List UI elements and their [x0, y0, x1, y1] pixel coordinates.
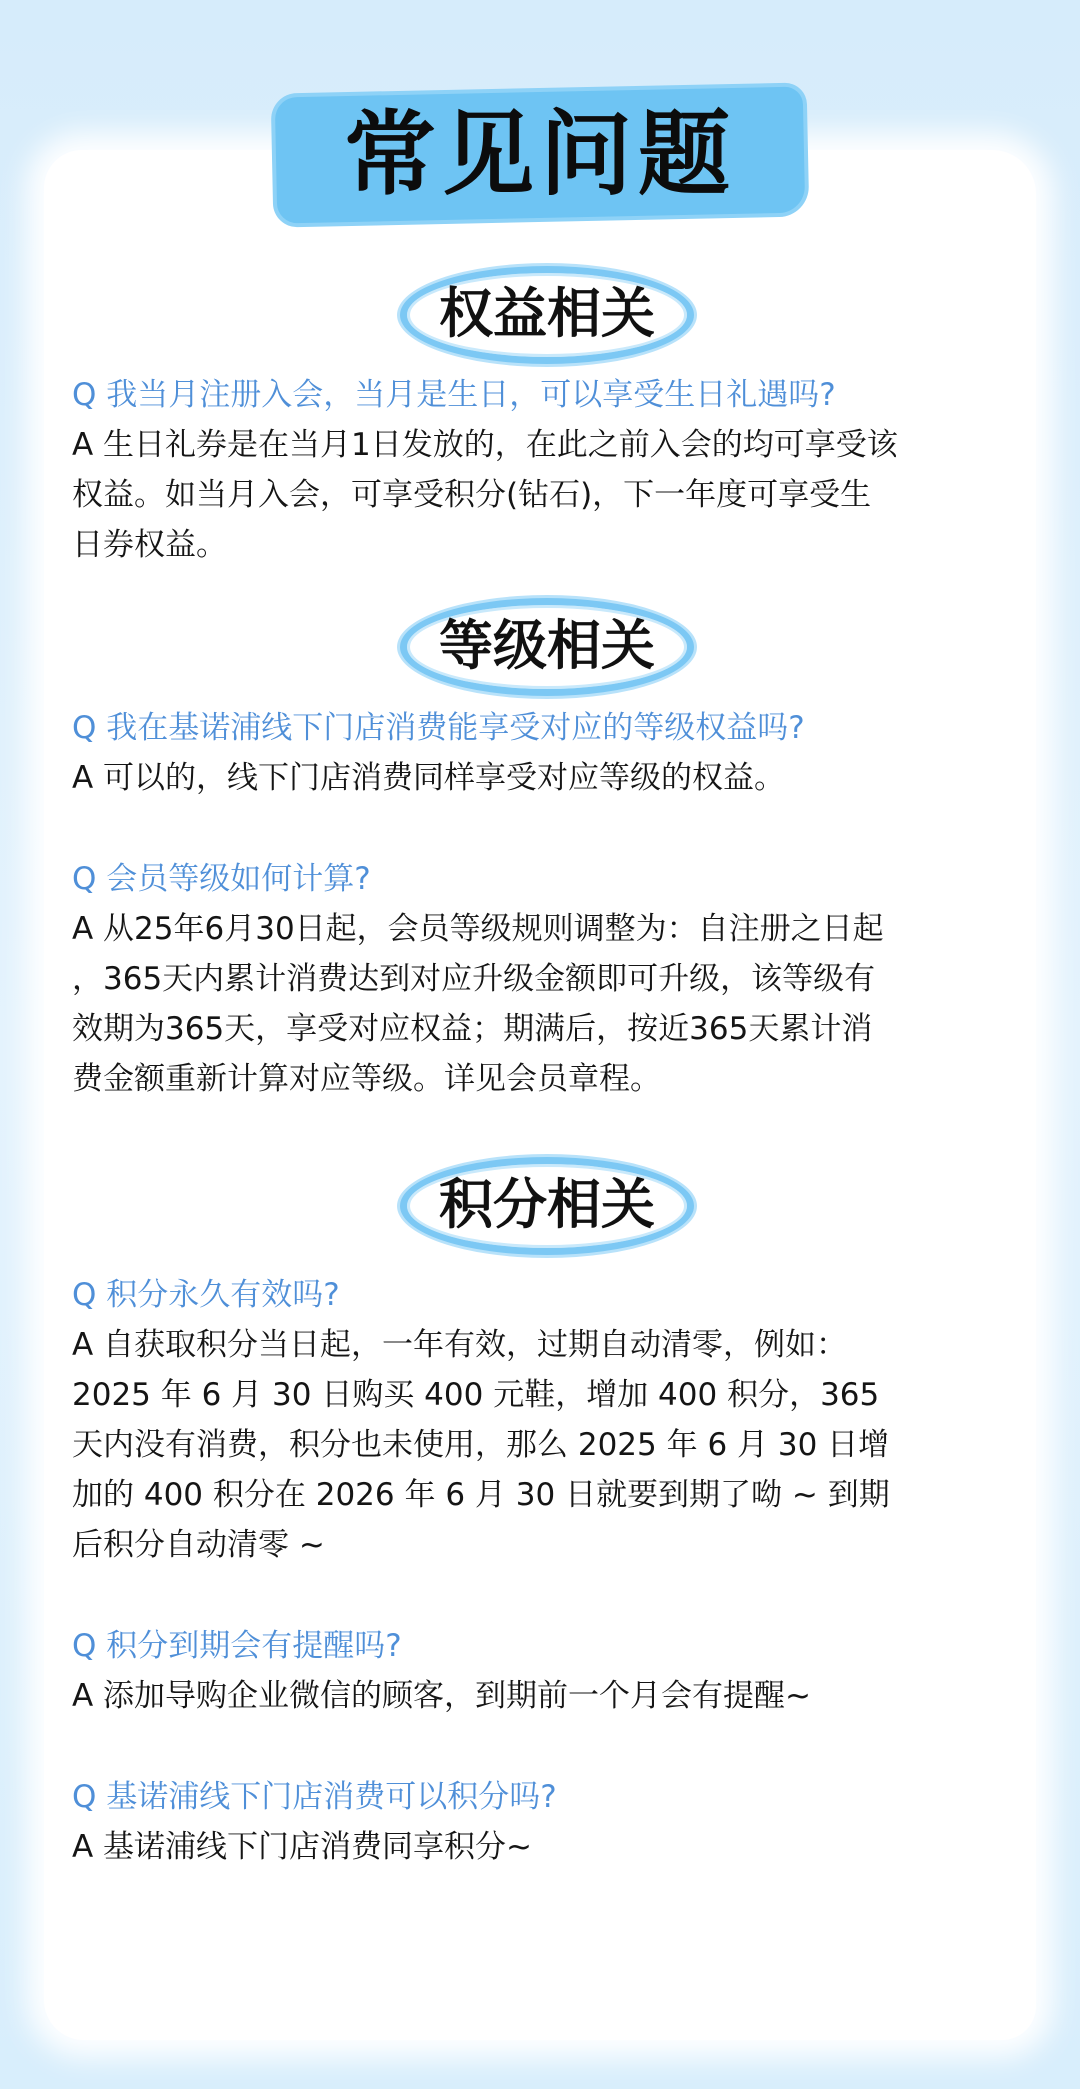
faq-answer-line: A 基诺浦线下门店消费同享积分~ [72, 1829, 533, 1865]
faq-question: Q 会员等级如何计算? [72, 861, 371, 897]
faq-answer-line: 2025 年 6 月 30 日购买 400 元鞋，增加 400 积分，365 [72, 1377, 880, 1413]
faq-answer-line: 加的 400 积分在 2026 年 6 月 30 日就要到期了呦 ~ 到期 [72, 1477, 890, 1513]
section-heading-points: 积分相关 [439, 1173, 655, 1236]
faq-question: Q 积分到期会有提醒吗? [72, 1628, 402, 1664]
faq-answer-line: ，365天内累计消费达到对应升级金额即可升级，该等级有 [72, 961, 876, 997]
faq-item-points-validity [72, 1270, 1002, 1570]
faq-answer-line: 日券权益。 [72, 527, 227, 563]
faq-answer-line: A 生日礼券是在当月1日发放的，在此之前入会的均可享受该 [72, 427, 898, 463]
faq-question: Q 我当月注册入会，当月是生日，可以享受生日礼遇吗? [72, 377, 836, 413]
section-heading-levels: 等级相关 [439, 614, 655, 677]
faq-answer-line: A 从25年6月30日起，会员等级规则调整为：自注册之日起 [72, 911, 884, 947]
faq-answer [72, 1671, 1002, 1721]
faq-answer-line: A 可以的，线下门店消费同样享受对应等级的权益。 [72, 760, 786, 796]
faq-item-birthday [72, 370, 1002, 570]
faq-answer-line: 后积分自动清零 ~ [72, 1527, 325, 1563]
faq-answer-line: A 添加导购企业微信的顾客，到期前一个月会有提醒~ [72, 1678, 812, 1714]
faq-answer-line: 权益。如当月入会，可享受积分(钻石)，下一年度可享受生 [72, 477, 872, 513]
faq-item-offline-level [72, 703, 1002, 803]
faq-item-points-reminder [72, 1621, 1002, 1721]
faq-question: Q 基诺浦线下门店消费可以积分吗? [72, 1779, 557, 1815]
faq-answer-line: A 自获取积分当日起，一年有效，过期自动清零，例如： [72, 1327, 848, 1363]
faq-answer [72, 904, 1002, 1104]
faq-answer-line: 天内没有消费，积分也未使用，那么 2025 年 6 月 30 日增 [72, 1427, 890, 1463]
faq-answer [72, 1320, 1002, 1570]
section-heading-benefits: 权益相关 [439, 282, 655, 345]
faq-item-level-calc [72, 854, 1002, 1104]
faq-item-offline-points [72, 1772, 1002, 1872]
page-title: 常见问题 [343, 101, 736, 208]
faq-answer-line: 费金额重新计算对应等级。详见会员章程。 [72, 1061, 661, 1097]
faq-question: Q 积分永久有效吗? [72, 1277, 340, 1313]
faq-answer-line: 效期为365天，享受对应权益；期满后，按近365天累计消 [72, 1011, 873, 1047]
faq-question: Q 我在基诺浦线下门店消费能享受对应的等级权益吗? [72, 710, 805, 746]
faq-answer [72, 753, 1002, 803]
faq-answer [72, 420, 1002, 570]
faq-answer [72, 1822, 1002, 1872]
